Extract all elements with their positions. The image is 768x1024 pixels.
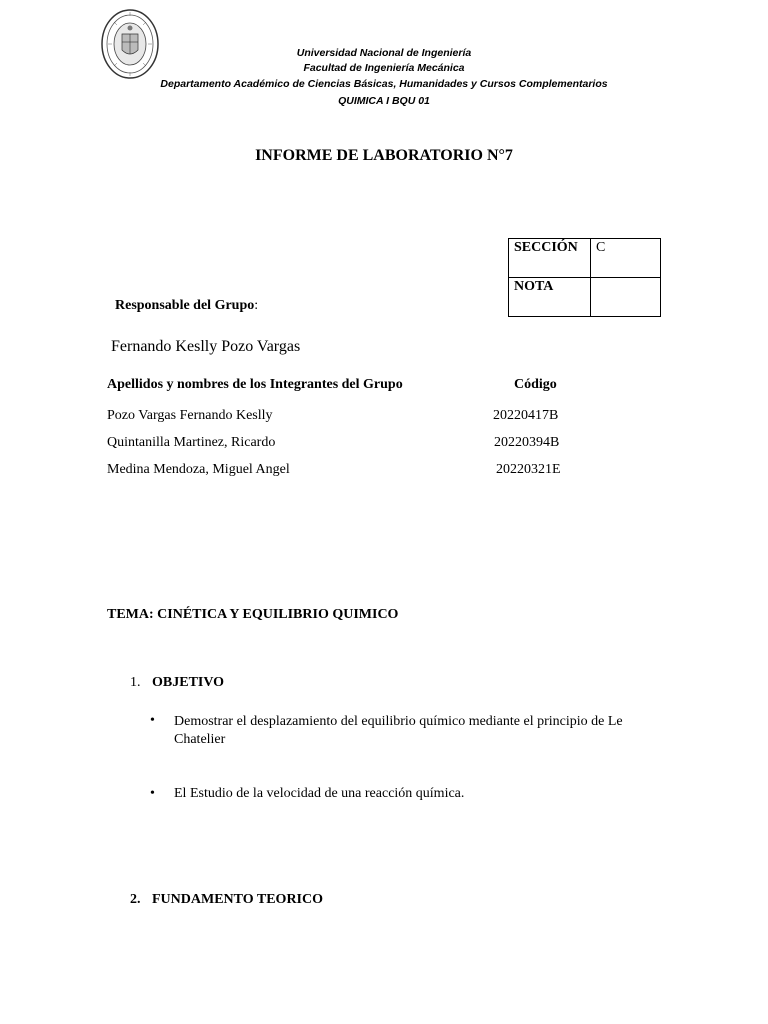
members-name-header: Apellidos y nombres de los Integrantes del Grupo [107,377,403,392]
member-name: Pozo Vargas Fernando Keslly [107,408,273,423]
university-name: Universidad Nacional de Ingeniería [296,47,472,59]
member-name: Medina Mendoza, Miguel Angel [107,462,290,477]
grade-value [591,278,661,317]
department-name: Departamento Académico de Ciencias Básicas, Humanidades y Cursos Complementarios [160,78,608,90]
section-2-title: FUNDAMENTO TEORICO [152,892,324,907]
objective-item: El Estudio de la velocidad de una reacción química. [174,786,465,801]
section-1-number: 1. [130,675,141,690]
section-label: SECCIÓN [509,239,591,278]
member-code: 20220394B [494,435,560,450]
members-code-header: Código [514,377,557,392]
topic-heading: TEMA: CINÉTICA Y EQUILIBRIO QUIMICO [107,607,399,622]
member-code: 20220417B [493,408,559,423]
group-leader-label-text: Responsable del Grupo [115,298,255,313]
section-1-title: OBJETIVO [152,675,225,690]
course-code: QUIMICA I BQU 01 [338,95,430,107]
objective-item: Demostrar el desplazamiento del equilibrio químico mediante el principio de Le Chatelier [174,714,623,747]
report-title: INFORME DE LABORATORIO N°7 [255,147,513,164]
group-leader-colon: : [254,298,259,313]
section-value: C [591,239,661,278]
bullet-icon: • [150,786,155,801]
section-2-number: 2. [130,892,141,907]
faculty-name: Facultad de Ingeniería Mecánica [303,62,465,74]
grade-label: NOTA [509,278,591,317]
group-leader-name: Fernando Keslly Pozo Vargas [111,338,301,355]
bullet-icon: • [150,713,155,728]
group-leader-label [115,298,258,314]
member-name: Quintanilla Martinez, Ricardo [107,435,276,450]
section-grade-table [508,238,661,317]
member-code: 20220321E [496,462,561,477]
